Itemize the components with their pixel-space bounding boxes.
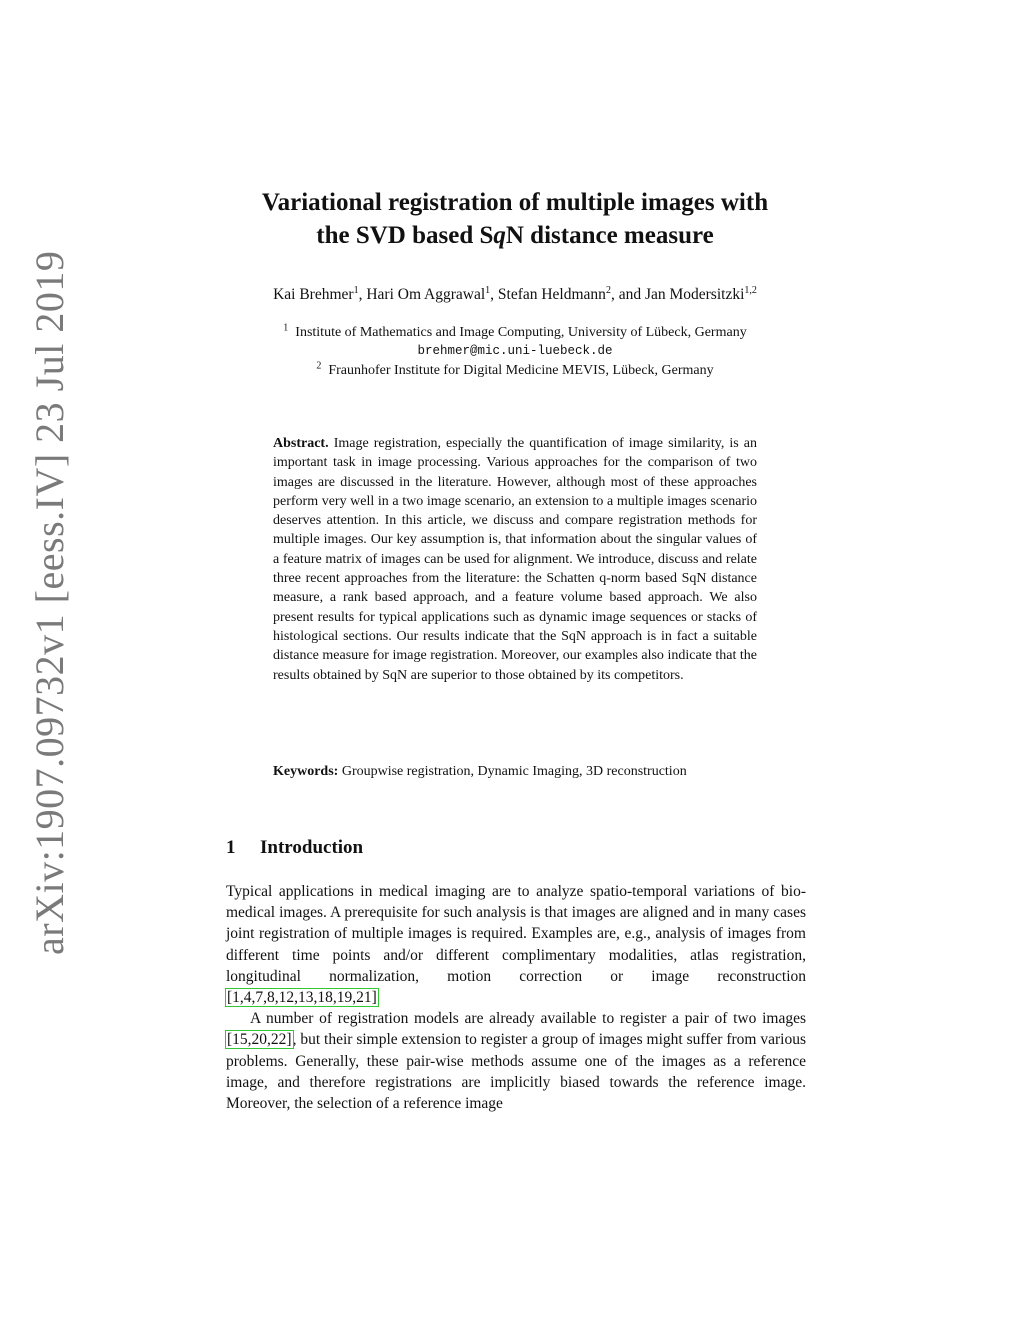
intro-paragraph-1	[226, 881, 806, 1008]
affiliation-2-marker: 2	[316, 360, 322, 372]
title-line-2-post: N distance measure	[505, 222, 714, 249]
author-email[interactable]: brehmer@mic.uni-luebeck.de	[417, 344, 613, 358]
keywords-label: Keywords:	[273, 764, 339, 779]
author-affil-marker: 2	[605, 284, 611, 296]
affiliation-1-marker: 1	[283, 322, 289, 334]
author-affil-marker: 1	[485, 284, 491, 296]
citation-link[interactable]: [15,20,22]	[227, 1031, 292, 1049]
affiliation-1	[180, 323, 850, 342]
section-heading	[226, 837, 806, 859]
author-affil-marker: 1,2	[744, 284, 757, 296]
title-line-2	[215, 219, 815, 252]
keywords-block	[273, 762, 757, 781]
section-number: 1	[226, 837, 236, 858]
affiliation-1-text: Institute of Mathematics and Image Computing, University of Lübeck, Germany	[295, 325, 747, 340]
title-line-1: Variational registration of multiple images with	[261, 189, 769, 216]
section-title: Introduction	[260, 837, 364, 858]
author-name: Hari Om Aggrawal	[366, 286, 486, 303]
author-name: Kai Brehmer	[273, 286, 354, 303]
abstract-label: Abstract.	[273, 436, 329, 451]
intro-p2-pre: A number of registration models are already available to register a pair of two images	[250, 1010, 806, 1028]
citation-link[interactable]: [1,4,7,8,12,13,18,19,21]	[227, 989, 377, 1007]
title-line-2-italic: q	[493, 222, 506, 249]
author-name: Stefan Heldmann	[497, 286, 606, 303]
title-line-2-pre: the SVD based S	[316, 222, 494, 249]
arxiv-side-stamp: arXiv:1907.09732v1 [eess.IV] 23 Jul 2019	[27, 250, 72, 955]
author-name: and Jan Modersitzki	[618, 286, 745, 303]
intro-p2-post: , but their simple extension to register a group of images might suffer from various problems. Generally, these pair-wise methods assume one of the images as a reference image, and therefore registrations are implicitly biased towards the reference image. Moreover, the selection of a reference image	[226, 1031, 806, 1113]
author-list: Kai Brehmer$^1$, Hari Om Aggrawal$^1$, Stefan Heldmann$^2$, and Jan Modersitzki$^{1,2}$	[273, 284, 757, 303]
keywords-text: Groupwise registration, Dynamic Imaging, 3D reconstruction	[341, 764, 687, 779]
intro-body	[226, 881, 806, 1114]
affiliation-2	[180, 361, 850, 380]
author-affil-marker: 1	[353, 284, 359, 296]
intro-paragraph-2	[226, 1008, 806, 1114]
affiliation-2-text: Fraunhofer Institute for Digital Medicine MEVIS, Lübeck, Germany	[328, 363, 714, 378]
affiliations	[180, 323, 850, 380]
abstract-block	[273, 434, 757, 685]
abstract-text: Image registration, especially the quantification of image similarity, is an important task in image processing. Various approaches for the comparison of two images are discussed in the literature. However, although most of these approaches perform very well in a two image scenario, an extension to a multiple images scenario deserves attention. In this article, we discuss and compare registration methods for multiple images. Our key assumption is, that information about the singular values of a feature matrix of images can be used for alignment. We introduce, discuss and relate three recent approaches from the literature: the Schatten q-norm based SqN distance measure, a rank based approach, and a feature volume based approach. We also present results for typical applications such as dynamic image sequences or stacks of histological sections. Our results indicate that the SqN approach is in fact a suitable distance measure for image registration. Moreover, our examples also indicate that the results obtained by SqN are superior to those obtained by its competitors.	[273, 436, 758, 683]
intro-p1-text: Typical applications in medical imaging are to analyze spatio-temporal variations of bio-medical images. A prerequisite for such analysis is that images are aligned and in many cases joint registration of multiple images is required. Examples are, e.g., analysis of images from different time points and/or different complimentary modalities, atlas registration, longitudinal normalization, motion correction or image reconstruction	[226, 883, 806, 985]
paper-title	[215, 186, 815, 252]
